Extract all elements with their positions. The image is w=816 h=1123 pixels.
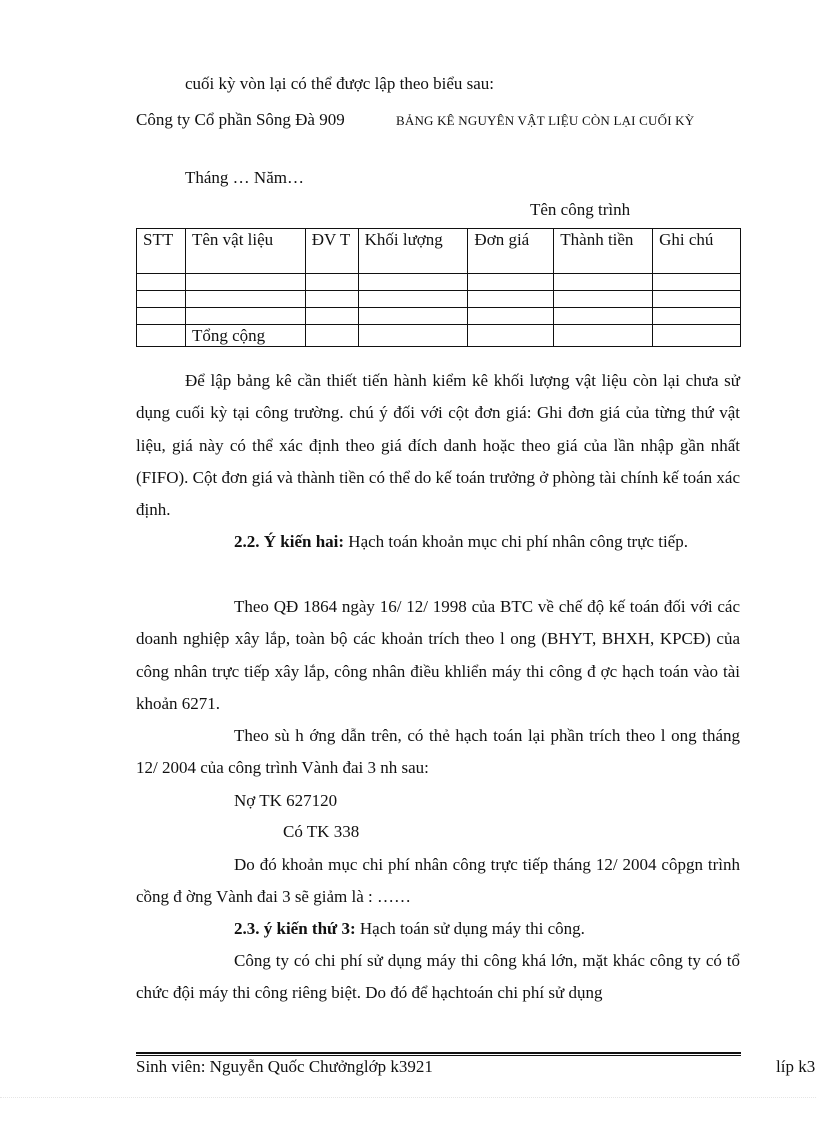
footer-student: Sinh viên: Nguyễn Quốc Chưởnglớp k3921 [136,1057,433,1076]
paragraph-2 [136,591,740,720]
table-row [137,291,741,308]
paragraph-2-text: Theo QĐ 1864 ngày 16/ 12/ 1998 của BTC về chế độ kế toán đối với các doanh nghiệp xây lắp, toàn bộ các khoản trích theo l ong (BHYT, BHXH, KPCĐ) của công nhân trực tiếp xây lắp, công nhân điều khliển máy thi công đ ợc hạch toán vào tài khoản 6271. [136,597,740,713]
section-2-3-heading: 2.3. ý kiến thứ 3: [234,919,356,938]
col-header: Thành tiền [554,229,653,274]
entry-credit: Có TK 338 [283,822,360,841]
materials-table [136,228,741,347]
paragraph-5 [136,945,740,1010]
total-row [137,325,741,347]
project-label: Tên công trình [530,200,631,219]
section-2-2 [136,526,740,558]
section-2-3-text: Hạch toán sử dụng máy thi công. [359,919,585,938]
section-2-2-heading: 2.2. Ý kiến hai: [234,532,345,551]
paragraph-1 [136,365,740,526]
total-label: Tổng cộng [185,325,305,347]
period-line: Tháng … Năm… [185,168,304,187]
company-name: Công ty Cổ phần Sông Đà 909 [136,110,345,129]
col-header: Ghi chú [653,229,741,274]
col-header: Tên vật liệu [185,229,305,274]
col-header: ĐV T [305,229,358,274]
form-title: BẢNG KÊ NGUYÊN VẬT LIỆU CÒN LẠI CUỐI KỲ [396,113,695,128]
section-2-3 [136,913,740,945]
entry-debit: Nợ TK 627120 [234,791,338,810]
paragraph-3-text: Theo sù h ớng dẫn trên, có thẻ hạch toán lại phần trích theo l ong tháng 12/ 2004 của công trình Vành đai 3 nh sau: [136,726,740,778]
section-2-2-text: Hạch toán khoản mục chi phí nhân công trực tiếp. [348,532,688,551]
paragraph-4 [136,849,740,914]
paragraph-4-text: Do đó khoản mục chi phí nhân công trực tiếp tháng 12/ 2004 côpgn trình cồng đ ờng Vành đai 3 sẽ giảm là : …… [136,855,740,907]
table-row [137,308,741,325]
table-row [137,274,741,291]
intro-line: cuối kỳ vòn lại có thể được lập theo biểu sau: [185,74,495,93]
col-header: Đơn giá [468,229,554,274]
col-header: Khối lượng [358,229,468,274]
paragraph-5-text: Công ty có chi phí sử dụng máy thi công khá lớn, mặt khác công ty có tổ chức đội máy thi công riêng biệt. Do đó để hạchtoán chi phí sử dụng [136,951,740,1003]
footer-rule [136,1052,741,1054]
page-edge [0,1097,816,1098]
paragraph-3 [136,720,740,785]
paragraph-1-text: Để lập bảng kê cần thiết tiến hành kiểm kê khối lượng vật liệu còn lại chưa sử dụng cuối kỳ tại công trường. chú ý đối với cột đơn giá: Ghi đơn giá của từng thứ vật liệu, giá này có thể xác định theo giá đích danh hoặc theo giá của lần nhập gần nhất (FIFO). Cột đơn giá và thành tiền có thể do kế toán trưởng ở phòng tài chính kế toán xác định. [136,371,740,520]
col-header: STT [137,229,186,274]
footer-rule-thin [136,1055,741,1056]
table-header-row [137,229,741,274]
footer-right: líp k3 [776,1057,816,1076]
